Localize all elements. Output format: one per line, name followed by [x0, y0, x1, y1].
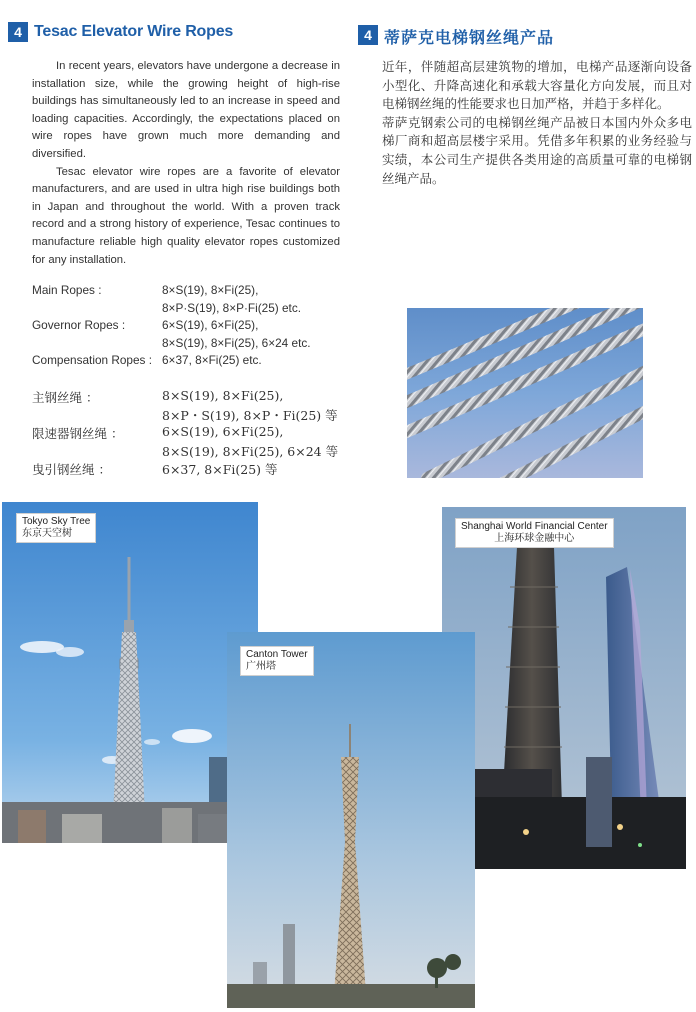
canton-tower-illustration [227, 632, 475, 1008]
paragraph: In recent years, elevators have undergone a decrease in installation size, while the growing height of high-rise buildings has simultaneously led to an increase in speed and loading capacities. Accordingly, the expectations placed on wire ropes have grown much more demanding and diversified. [32, 60, 340, 160]
caption-cn: 上海环球金融中心 [494, 533, 575, 544]
governor-ropes-label-cn: 限速器钢丝绳 ： [32, 426, 124, 441]
paragraph: 蒂萨克钢索公司的电梯钢丝绳产品被日本国内外众多电梯厂商和超高层楼宇采用。凭借多年积累的业务经验与实绩，本公司生产提供各类用途的高质量可靠的电梯钢丝绳产品。 [382, 114, 692, 186]
main-ropes-value: 8×P·S(19), 8×P·Fi(25) etc. [162, 301, 301, 315]
canton-tower-photo [227, 632, 475, 1008]
governor-ropes-value-cn: 6×S(19), 6×Fi(25), [162, 424, 284, 439]
governor-ropes-value: 8×S(19), 8×Fi(25), 6×24 etc. [162, 336, 311, 350]
intro-text-en [32, 58, 340, 269]
intro-text-cn [382, 58, 692, 188]
caption-cn: 东京天空树 [22, 528, 72, 539]
governor-ropes-value-cn: 8×S(19), 8×Fi(25), 6×24 等 [162, 444, 339, 459]
compensation-ropes-value-cn: 6×37, 8×Fi(25) 等 [162, 462, 278, 477]
section-number-badge: 4 [8, 22, 28, 42]
shanghai-wfc-photo [442, 507, 686, 869]
paragraph: Tesac elevator wire ropes are a favorite of elevator manufacturers, and are used in ultra high rise buildings both in Japan and throughout the world. With a proven track record and a strong history of experience, Tesac continues to manufacture reliable high quality elevator ropes customized for any installation. [32, 165, 340, 266]
caption-en: Tokyo Sky Tree [22, 516, 91, 527]
tokyo-caption [16, 513, 96, 543]
shanghai-wfc-illustration [442, 507, 686, 869]
main-ropes-label: Main Ropes : [32, 283, 102, 297]
main-ropes-label-cn: 主钢丝绳 ： [32, 390, 99, 405]
tokyo-sky-tree-photo [2, 502, 258, 843]
section-title-en: Tesac Elevator Wire Ropes [34, 23, 234, 40]
tokyo-sky-tree-illustration [2, 502, 258, 843]
wire-rope-photo [407, 308, 643, 478]
shanghai-caption [455, 518, 614, 548]
wire-rope-illustration [407, 308, 643, 478]
main-ropes-value-cn: 8×S(19), 8×Fi(25), [162, 388, 284, 403]
canton-caption [240, 646, 314, 676]
section-title-cn: 蒂萨克电梯钢丝绳产品 [384, 28, 555, 47]
caption-en: Canton Tower [246, 649, 308, 660]
paragraph: 近年，伴随超高层建筑物的增加，电梯产品逐渐向设备小型化、升降高速化和承载大容量化方向发展，而且对电梯钢丝绳的性能要求也日加严格，并趋于多样化。 [382, 59, 692, 112]
main-ropes-value-cn: 8×P・S(19), 8×P・Fi(25) 等 [162, 408, 338, 423]
caption-en: Shanghai World Financial Center [461, 521, 608, 532]
governor-ropes-value: 6×S(19), 6×Fi(25), [162, 318, 259, 332]
main-ropes-value: 8×S(19), 8×Fi(25), [162, 283, 259, 297]
governor-ropes-label: Governor Ropes : [32, 318, 126, 332]
section-number-badge-cn: 4 [358, 25, 378, 45]
compensation-ropes-value: 6×37, 8×Fi(25) etc. [162, 353, 262, 367]
compensation-ropes-label: Compensation Ropes : [32, 353, 153, 367]
compensation-ropes-label-cn: 曳引钢丝绳 ： [32, 462, 111, 477]
caption-cn: 广州塔 [246, 661, 276, 672]
